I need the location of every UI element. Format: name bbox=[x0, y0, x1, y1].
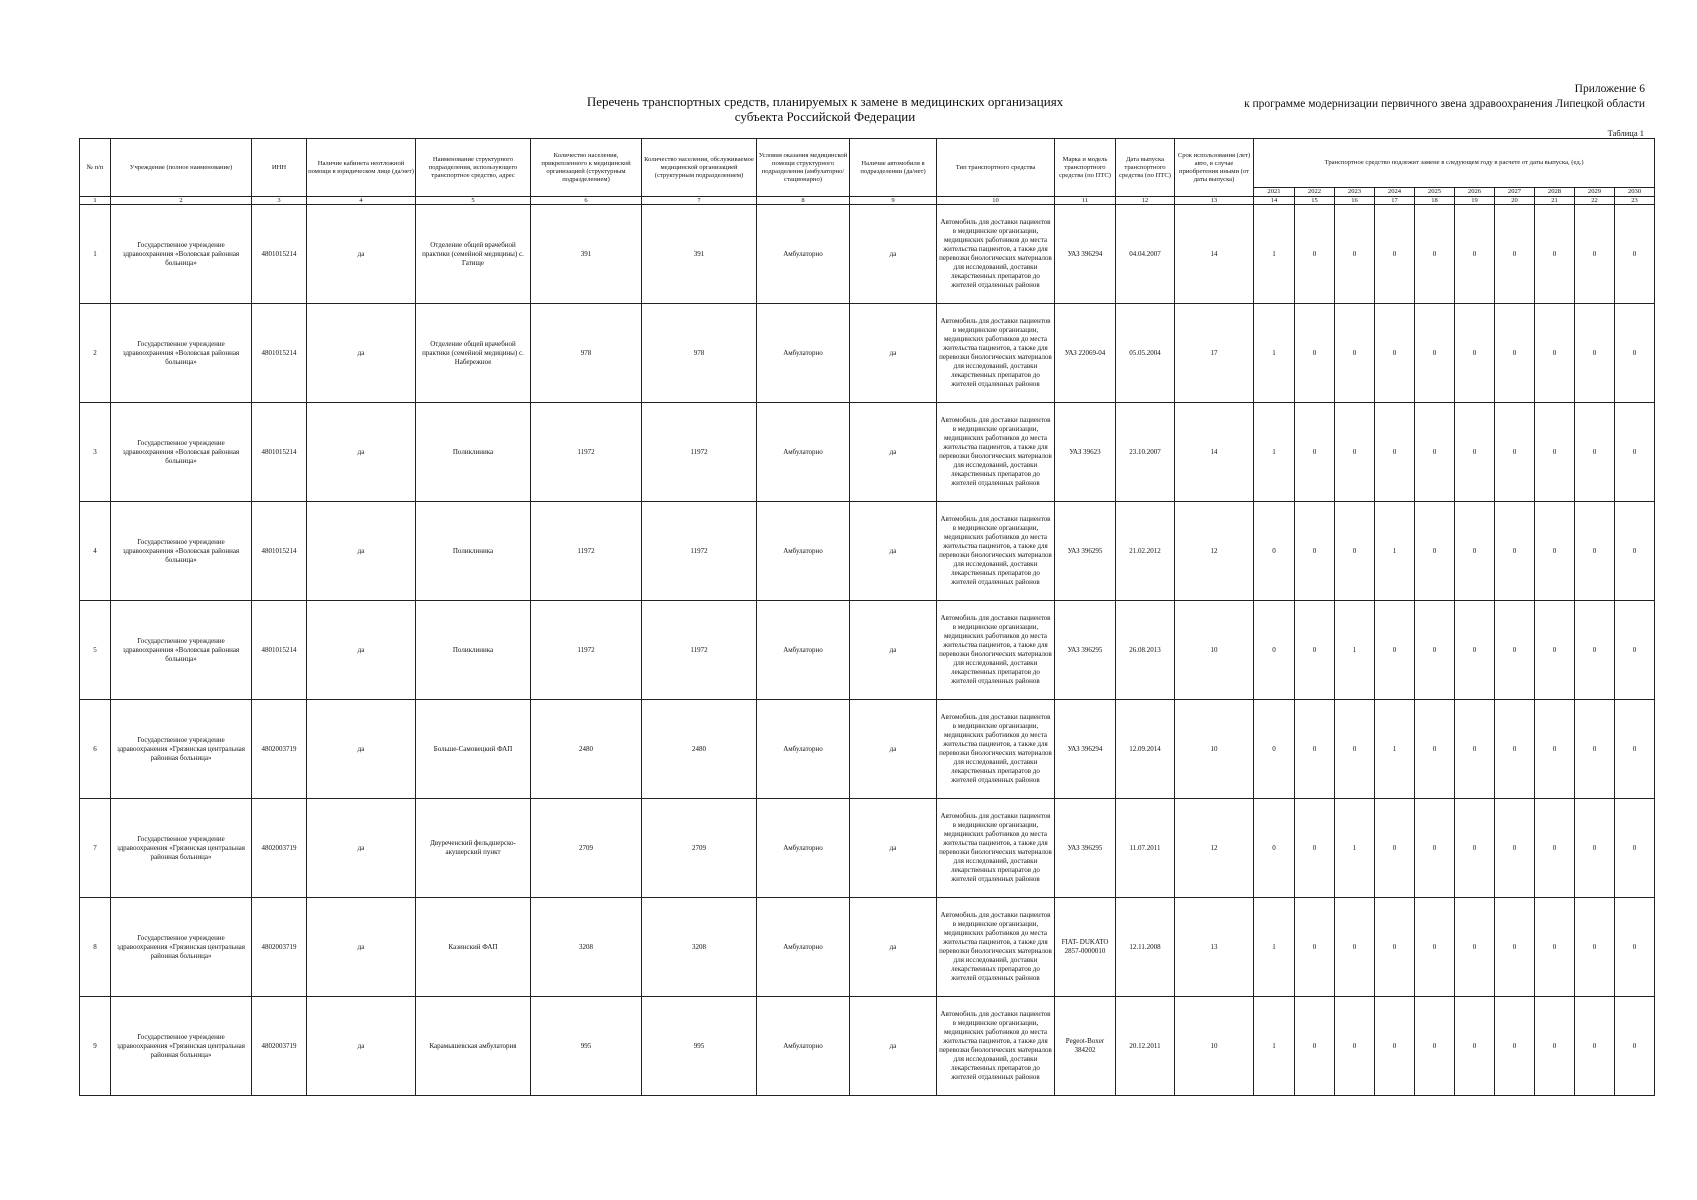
vehicle-model-cell: УАЗ 396295 bbox=[1055, 799, 1116, 898]
organization-name: Государственное учреждение здравоохранения «Грязинская центральная районная больница» bbox=[111, 799, 252, 898]
replacement-count-cell: 0 bbox=[1535, 502, 1575, 601]
vehicle-model-cell: УАЗ 396294 bbox=[1055, 700, 1116, 799]
replacement-count-cell: 0 bbox=[1575, 304, 1615, 403]
emergency-room-cell: да bbox=[307, 304, 416, 403]
column-number: 1 bbox=[80, 197, 111, 205]
inn-cell: 4801015214 bbox=[252, 403, 307, 502]
inn-cell: 4802003719 bbox=[252, 898, 307, 997]
replacement-count-cell: 0 bbox=[1455, 700, 1495, 799]
replacement-count-cell: 0 bbox=[1495, 502, 1535, 601]
replacement-count-cell: 0 bbox=[1335, 997, 1375, 1096]
replacement-count-cell: 0 bbox=[1295, 304, 1335, 403]
population-attached-cell: 391 bbox=[531, 205, 642, 304]
replacement-count-cell: 0 bbox=[1295, 898, 1335, 997]
replacement-count-cell: 0 bbox=[1375, 601, 1415, 700]
row-number: 2 bbox=[80, 304, 111, 403]
year-header: 2026 bbox=[1455, 188, 1495, 197]
unit-name: Карамышевская амбулатория bbox=[416, 997, 531, 1096]
header-unit: Наименование структурного подразделения, использующего транспортное средство, адрес bbox=[416, 139, 531, 197]
replacement-count-cell: 0 bbox=[1615, 304, 1655, 403]
organization-name: Государственное учреждение здравоохранения «Воловская районная больница» bbox=[111, 205, 252, 304]
replacement-count-cell: 0 bbox=[1415, 799, 1455, 898]
replacement-count-cell: 0 bbox=[1375, 799, 1415, 898]
header-care-conditions: Условия оказания медицинской помощи структурного подразделения (амбулаторно/ стационарно) bbox=[757, 139, 850, 197]
organization-name: Государственное учреждение здравоохранения «Воловская районная больница» bbox=[111, 304, 252, 403]
usage-term-cell: 10 bbox=[1175, 700, 1254, 799]
header-vehicle-model: Марка и модель транспортного средства (по ПТС) bbox=[1055, 139, 1116, 197]
vehicle-model-cell: Pegeot-Boxer 384202 bbox=[1055, 997, 1116, 1096]
replacement-count-cell: 0 bbox=[1335, 205, 1375, 304]
population-attached-cell: 995 bbox=[531, 997, 642, 1096]
year-header: 2027 bbox=[1495, 188, 1535, 197]
inn-cell: 4801015214 bbox=[252, 205, 307, 304]
issue-date-cell: 26.08.2013 bbox=[1116, 601, 1175, 700]
replacement-count-cell: 1 bbox=[1254, 997, 1295, 1096]
replacement-count-cell: 0 bbox=[1575, 799, 1615, 898]
replacement-count-cell: 0 bbox=[1415, 898, 1455, 997]
replacement-count-cell: 1 bbox=[1375, 700, 1415, 799]
population-attached-cell: 11972 bbox=[531, 601, 642, 700]
usage-term-cell: 10 bbox=[1175, 997, 1254, 1096]
inn-cell: 4802003719 bbox=[252, 799, 307, 898]
inn-cell: 4801015214 bbox=[252, 304, 307, 403]
vehicle-type-cell: Автомобиль для доставки пациентов в медицинские организации, медицинских работников до места жительства пациентов, а также для перевозки биологических материалов для исследований, доставки лекарственных препаратов до жителей отдаленных районов bbox=[937, 502, 1055, 601]
year-header: 2029 bbox=[1575, 188, 1615, 197]
population-attached-cell: 2480 bbox=[531, 700, 642, 799]
inn-cell: 4801015214 bbox=[252, 502, 307, 601]
care-conditions-cell: Амбулаторно bbox=[757, 403, 850, 502]
population-attached-cell: 11972 bbox=[531, 502, 642, 601]
inn-cell: 4802003719 bbox=[252, 997, 307, 1096]
replacement-count-cell: 0 bbox=[1375, 304, 1415, 403]
emergency-room-cell: да bbox=[307, 205, 416, 304]
replacement-count-cell: 0 bbox=[1575, 898, 1615, 997]
emergency-room-cell: да bbox=[307, 799, 416, 898]
usage-term-cell: 12 bbox=[1175, 799, 1254, 898]
care-conditions-cell: Амбулаторно bbox=[757, 304, 850, 403]
vehicle-model-cell: УАЗ 39623 bbox=[1055, 403, 1116, 502]
replacement-count-cell: 0 bbox=[1495, 205, 1535, 304]
replacement-count-cell: 0 bbox=[1415, 502, 1455, 601]
car-present-cell: да bbox=[850, 304, 937, 403]
vehicle-type-cell: Автомобиль для доставки пациентов в медицинские организации, медицинских работников до места жительства пациентов, а также для перевозки биологических материалов для исследований, доставки лекарственных препаратов до жителей отдаленных районов bbox=[937, 205, 1055, 304]
appendix-line-1: Приложение 6 bbox=[1574, 83, 1645, 95]
replacement-count-cell: 0 bbox=[1335, 898, 1375, 997]
population-attached-cell: 3208 bbox=[531, 898, 642, 997]
column-number: 22 bbox=[1575, 197, 1615, 205]
replacement-count-cell: 0 bbox=[1254, 700, 1295, 799]
population-served-cell: 978 bbox=[642, 304, 757, 403]
replacement-count-cell: 0 bbox=[1254, 799, 1295, 898]
year-header: 2024 bbox=[1375, 188, 1415, 197]
organization-name: Государственное учреждение здравоохранения «Воловская районная больница» bbox=[111, 601, 252, 700]
column-number: 15 bbox=[1295, 197, 1335, 205]
year-header: 2028 bbox=[1535, 188, 1575, 197]
replacement-count-cell: 0 bbox=[1254, 502, 1295, 601]
vehicle-type-cell: Автомобиль для доставки пациентов в медицинские организации, медицинских работников до места жительства пациентов, а также для перевозки биологических материалов для исследований, доставки лекарственных препаратов до жителей отдаленных районов bbox=[937, 403, 1055, 502]
column-number: 13 bbox=[1175, 197, 1254, 205]
unit-name: Отделение общей врачебной практики (семейной медицины) с. Набережное bbox=[416, 304, 531, 403]
row-number: 3 bbox=[80, 403, 111, 502]
replacement-count-cell: 1 bbox=[1254, 898, 1295, 997]
header-usage-term: Срок использования (лет) авто, в случае приобретения иными (от даты выпуска) bbox=[1175, 139, 1254, 197]
replacement-count-cell: 0 bbox=[1495, 997, 1535, 1096]
appendix-line-2: к программе модернизации первичного звена здравоохранения Липецкой области bbox=[1244, 98, 1645, 110]
replacement-count-cell: 0 bbox=[1495, 700, 1535, 799]
vehicle-model-cell: УАЗ 396294 bbox=[1055, 205, 1116, 304]
replacement-count-cell: 0 bbox=[1455, 799, 1495, 898]
vehicles-table bbox=[79, 138, 1655, 1096]
replacement-count-cell: 0 bbox=[1495, 601, 1535, 700]
emergency-room-cell: да bbox=[307, 502, 416, 601]
care-conditions-cell: Амбулаторно bbox=[757, 799, 850, 898]
vehicle-type-cell: Автомобиль для доставки пациентов в медицинские организации, медицинских работников до места жительства пациентов, а также для перевозки биологических материалов для исследований, доставки лекарственных препаратов до жителей отдаленных районов bbox=[937, 898, 1055, 997]
replacement-count-cell: 0 bbox=[1495, 799, 1535, 898]
replacement-count-cell: 0 bbox=[1575, 403, 1615, 502]
table-row bbox=[80, 403, 1655, 502]
replacement-count-cell: 0 bbox=[1615, 205, 1655, 304]
usage-term-cell: 10 bbox=[1175, 601, 1254, 700]
unit-name: Поликлиника bbox=[416, 601, 531, 700]
issue-date-cell: 23.10.2007 bbox=[1116, 403, 1175, 502]
replacement-count-cell: 1 bbox=[1335, 799, 1375, 898]
header-vehicle-type: Тип транспортного средства bbox=[937, 139, 1055, 197]
organization-name: Государственное учреждение здравоохранения «Воловская районная больница» bbox=[111, 502, 252, 601]
replacement-count-cell: 0 bbox=[1295, 997, 1335, 1096]
year-header: 2030 bbox=[1615, 188, 1655, 197]
usage-term-cell: 13 bbox=[1175, 898, 1254, 997]
replacement-count-cell: 0 bbox=[1335, 304, 1375, 403]
car-present-cell: да bbox=[850, 502, 937, 601]
replacement-count-cell: 0 bbox=[1455, 502, 1495, 601]
issue-date-cell: 21.02.2012 bbox=[1116, 502, 1175, 601]
population-served-cell: 3208 bbox=[642, 898, 757, 997]
population-served-cell: 2480 bbox=[642, 700, 757, 799]
title-line-2: субъекта Российской Федерации bbox=[734, 109, 916, 124]
replacement-count-cell: 0 bbox=[1295, 502, 1335, 601]
title-line-1: Перечень транспортных средств, планируемых к замене в медицинских организациях bbox=[586, 94, 1064, 109]
replacement-count-cell: 0 bbox=[1535, 700, 1575, 799]
population-served-cell: 11972 bbox=[642, 502, 757, 601]
table-row bbox=[80, 601, 1655, 700]
car-present-cell: да bbox=[850, 205, 937, 304]
table-row bbox=[80, 700, 1655, 799]
organization-name: Государственное учреждение здравоохранения «Грязинская центральная районная больница» bbox=[111, 997, 252, 1096]
issue-date-cell: 20.12.2011 bbox=[1116, 997, 1175, 1096]
header-population-served: Количество населения, обслуживаемое медицинской организацией (структурным подразделением) bbox=[642, 139, 757, 197]
replacement-count-cell: 0 bbox=[1455, 205, 1495, 304]
replacement-count-cell: 0 bbox=[1415, 700, 1455, 799]
table-label: Таблица 1 bbox=[1607, 128, 1644, 138]
column-number: 18 bbox=[1415, 197, 1455, 205]
column-number: 11 bbox=[1055, 197, 1116, 205]
replacement-count-cell: 0 bbox=[1535, 799, 1575, 898]
replacement-count-cell: 0 bbox=[1455, 304, 1495, 403]
replacement-count-cell: 0 bbox=[1295, 700, 1335, 799]
unit-name: Отделение общей врачебной практики (семейной медицины) с. Гатище bbox=[416, 205, 531, 304]
column-number: 21 bbox=[1535, 197, 1575, 205]
replacement-count-cell: 0 bbox=[1415, 601, 1455, 700]
column-number: 5 bbox=[416, 197, 531, 205]
unit-name: Двуреченский фельдшерско-акушерский пункт bbox=[416, 799, 531, 898]
replacement-count-cell: 0 bbox=[1415, 205, 1455, 304]
population-attached-cell: 11972 bbox=[531, 403, 642, 502]
table-row bbox=[80, 502, 1655, 601]
row-number: 6 bbox=[80, 700, 111, 799]
replacement-count-cell: 0 bbox=[1575, 601, 1615, 700]
inn-cell: 4801015214 bbox=[252, 601, 307, 700]
column-number: 2 bbox=[111, 197, 252, 205]
column-number: 17 bbox=[1375, 197, 1415, 205]
replacement-count-cell: 0 bbox=[1495, 304, 1535, 403]
replacement-count-cell: 0 bbox=[1254, 601, 1295, 700]
column-number: 4 bbox=[307, 197, 416, 205]
column-number: 3 bbox=[252, 197, 307, 205]
issue-date-cell: 04.04.2007 bbox=[1116, 205, 1175, 304]
header-emergency-room: Наличие кабинета неотложной помощи в юридическом лице (да/нет) bbox=[307, 139, 416, 197]
vehicle-type-cell: Автомобиль для доставки пациентов в медицинские организации, медицинских работников до места жительства пациентов, а также для перевозки биологических материалов для исследований, доставки лекарственных препаратов до жителей отдаленных районов bbox=[937, 799, 1055, 898]
replacement-count-cell: 0 bbox=[1535, 403, 1575, 502]
care-conditions-cell: Амбулаторно bbox=[757, 997, 850, 1096]
unit-name: Поликлиника bbox=[416, 502, 531, 601]
organization-name: Государственное учреждение здравоохранения «Грязинская центральная районная больница» bbox=[111, 700, 252, 799]
vehicle-model-cell: УАЗ 396295 bbox=[1055, 601, 1116, 700]
population-served-cell: 995 bbox=[642, 997, 757, 1096]
issue-date-cell: 11.07.2011 bbox=[1116, 799, 1175, 898]
issue-date-cell: 12.11.2008 bbox=[1116, 898, 1175, 997]
population-served-cell: 11972 bbox=[642, 403, 757, 502]
population-served-cell: 391 bbox=[642, 205, 757, 304]
issue-date-cell: 12.09.2014 bbox=[1116, 700, 1175, 799]
inn-cell: 4802003719 bbox=[252, 700, 307, 799]
row-number: 9 bbox=[80, 997, 111, 1096]
replacement-count-cell: 0 bbox=[1455, 403, 1495, 502]
emergency-room-cell: да bbox=[307, 898, 416, 997]
replacement-count-cell: 0 bbox=[1615, 898, 1655, 997]
header-organization: Учреждение (полное наименование) bbox=[111, 139, 252, 197]
care-conditions-cell: Амбулаторно bbox=[757, 898, 850, 997]
column-number: 12 bbox=[1116, 197, 1175, 205]
replacement-count-cell: 0 bbox=[1615, 403, 1655, 502]
column-number: 8 bbox=[757, 197, 850, 205]
replacement-count-cell: 0 bbox=[1575, 502, 1615, 601]
replacement-count-cell: 1 bbox=[1254, 403, 1295, 502]
document-title bbox=[0, 94, 1650, 124]
year-header: 2022 bbox=[1295, 188, 1335, 197]
replacement-count-cell: 0 bbox=[1535, 601, 1575, 700]
usage-term-cell: 14 bbox=[1175, 205, 1254, 304]
replacement-count-cell: 0 bbox=[1415, 997, 1455, 1096]
header-issue-date: Дата выпуска транспортного средства (по ПТС) bbox=[1116, 139, 1175, 197]
replacement-count-cell: 0 bbox=[1415, 304, 1455, 403]
replacement-count-cell: 0 bbox=[1375, 997, 1415, 1096]
replacement-count-cell: 0 bbox=[1495, 403, 1535, 502]
vehicle-model-cell: FIAT- DUKATO 2857-0000010 bbox=[1055, 898, 1116, 997]
population-attached-cell: 2709 bbox=[531, 799, 642, 898]
replacement-count-cell: 0 bbox=[1295, 403, 1335, 502]
header-inn: ИНН bbox=[252, 139, 307, 197]
replacement-count-cell: 0 bbox=[1495, 898, 1535, 997]
replacement-count-cell: 0 bbox=[1335, 502, 1375, 601]
header-num: № п/п bbox=[80, 139, 111, 197]
emergency-room-cell: да bbox=[307, 997, 416, 1096]
car-present-cell: да bbox=[850, 898, 937, 997]
replacement-count-cell: 0 bbox=[1335, 403, 1375, 502]
year-header: 2021 bbox=[1254, 188, 1295, 197]
replacement-count-cell: 0 bbox=[1535, 997, 1575, 1096]
issue-date-cell: 05.05.2004 bbox=[1116, 304, 1175, 403]
row-number: 1 bbox=[80, 205, 111, 304]
replacement-count-cell: 0 bbox=[1455, 997, 1495, 1096]
table-row bbox=[80, 898, 1655, 997]
population-served-cell: 2709 bbox=[642, 799, 757, 898]
care-conditions-cell: Амбулаторно bbox=[757, 700, 850, 799]
vehicle-model-cell: УАЗ 396295 bbox=[1055, 502, 1116, 601]
organization-name: Государственное учреждение здравоохранения «Грязинская центральная районная больница» bbox=[111, 898, 252, 997]
header-car-present: Наличие автомобиля в подразделении (да/нет) bbox=[850, 139, 937, 197]
table-row bbox=[80, 799, 1655, 898]
replacement-count-cell: 1 bbox=[1254, 205, 1295, 304]
replacement-count-cell: 0 bbox=[1615, 700, 1655, 799]
vehicle-type-cell: Автомобиль для доставки пациентов в медицинские организации, медицинских работников до места жительства пациентов, а также для перевозки биологических материалов для исследований, доставки лекарственных препаратов до жителей отдаленных районов bbox=[937, 601, 1055, 700]
replacement-count-cell: 0 bbox=[1295, 601, 1335, 700]
replacement-count-cell: 1 bbox=[1254, 304, 1295, 403]
table-row bbox=[80, 997, 1655, 1096]
care-conditions-cell: Амбулаторно bbox=[757, 601, 850, 700]
column-number: 19 bbox=[1455, 197, 1495, 205]
row-number: 4 bbox=[80, 502, 111, 601]
car-present-cell: да bbox=[850, 403, 937, 502]
replacement-count-cell: 0 bbox=[1575, 997, 1615, 1096]
replacement-count-cell: 0 bbox=[1615, 799, 1655, 898]
replacement-count-cell: 0 bbox=[1535, 898, 1575, 997]
column-number: 16 bbox=[1335, 197, 1375, 205]
replacement-count-cell: 0 bbox=[1615, 601, 1655, 700]
replacement-count-cell: 0 bbox=[1615, 997, 1655, 1096]
replacement-count-cell: 0 bbox=[1295, 799, 1335, 898]
care-conditions-cell: Амбулаторно bbox=[757, 502, 850, 601]
replacement-count-cell: 0 bbox=[1335, 700, 1375, 799]
vehicle-type-cell: Автомобиль для доставки пациентов в медицинские организации, медицинских работников до места жительства пациентов, а также для перевозки биологических материалов для исследований, доставки лекарственных препаратов до жителей отдаленных районов bbox=[937, 997, 1055, 1096]
vehicle-model-cell: УАЗ 22069-04 bbox=[1055, 304, 1116, 403]
replacement-count-cell: 0 bbox=[1575, 205, 1615, 304]
replacement-count-cell: 0 bbox=[1375, 403, 1415, 502]
organization-name: Государственное учреждение здравоохранения «Воловская районная больница» bbox=[111, 403, 252, 502]
replacement-count-cell: 0 bbox=[1455, 898, 1495, 997]
header-replacement-year: Транспортное средство подлежит замене в следующем году в расчете от даты выпуска, (ед.) bbox=[1254, 139, 1655, 188]
population-served-cell: 11972 bbox=[642, 601, 757, 700]
column-number: 20 bbox=[1495, 197, 1535, 205]
replacement-count-cell: 0 bbox=[1375, 205, 1415, 304]
population-attached-cell: 978 bbox=[531, 304, 642, 403]
column-number: 23 bbox=[1615, 197, 1655, 205]
replacement-count-cell: 0 bbox=[1575, 700, 1615, 799]
care-conditions-cell: Амбулаторно bbox=[757, 205, 850, 304]
replacement-count-cell: 0 bbox=[1535, 205, 1575, 304]
column-number: 10 bbox=[937, 197, 1055, 205]
unit-name: Поликлиника bbox=[416, 403, 531, 502]
row-number: 7 bbox=[80, 799, 111, 898]
column-number: 6 bbox=[531, 197, 642, 205]
table-row bbox=[80, 205, 1655, 304]
usage-term-cell: 17 bbox=[1175, 304, 1254, 403]
replacement-count-cell: 0 bbox=[1455, 601, 1495, 700]
usage-term-cell: 14 bbox=[1175, 403, 1254, 502]
replacement-count-cell: 1 bbox=[1375, 502, 1415, 601]
vehicle-type-cell: Автомобиль для доставки пациентов в медицинские организации, медицинских работников до места жительства пациентов, а также для перевозки биологических материалов для исследований, доставки лекарственных препаратов до жителей отдаленных районов bbox=[937, 700, 1055, 799]
car-present-cell: да bbox=[850, 601, 937, 700]
vehicle-type-cell: Автомобиль для доставки пациентов в медицинские организации, медицинских работников до места жительства пациентов, а также для перевозки биологических материалов для исследований, доставки лекарственных препаратов до жителей отдаленных районов bbox=[937, 304, 1055, 403]
year-header: 2025 bbox=[1415, 188, 1455, 197]
replacement-count-cell: 1 bbox=[1335, 601, 1375, 700]
table-row bbox=[80, 304, 1655, 403]
replacement-count-cell: 0 bbox=[1415, 403, 1455, 502]
column-number: 14 bbox=[1254, 197, 1295, 205]
replacement-count-cell: 0 bbox=[1295, 205, 1335, 304]
emergency-room-cell: да bbox=[307, 700, 416, 799]
car-present-cell: да bbox=[850, 997, 937, 1096]
unit-name: Больше-Самовецкий ФАП bbox=[416, 700, 531, 799]
column-number: 7 bbox=[642, 197, 757, 205]
replacement-count-cell: 0 bbox=[1375, 898, 1415, 997]
replacement-count-cell: 0 bbox=[1535, 304, 1575, 403]
usage-term-cell: 12 bbox=[1175, 502, 1254, 601]
row-number: 8 bbox=[80, 898, 111, 997]
column-number: 9 bbox=[850, 197, 937, 205]
unit-name: Казинский ФАП bbox=[416, 898, 531, 997]
year-header: 2023 bbox=[1335, 188, 1375, 197]
emergency-room-cell: да bbox=[307, 601, 416, 700]
car-present-cell: да bbox=[850, 799, 937, 898]
car-present-cell: да bbox=[850, 700, 937, 799]
emergency-room-cell: да bbox=[307, 403, 416, 502]
header-population-attached: Количество населения, прикрепленного к медицинской организацией (структурным подразделением) bbox=[531, 139, 642, 197]
replacement-count-cell: 0 bbox=[1615, 502, 1655, 601]
row-number: 5 bbox=[80, 601, 111, 700]
